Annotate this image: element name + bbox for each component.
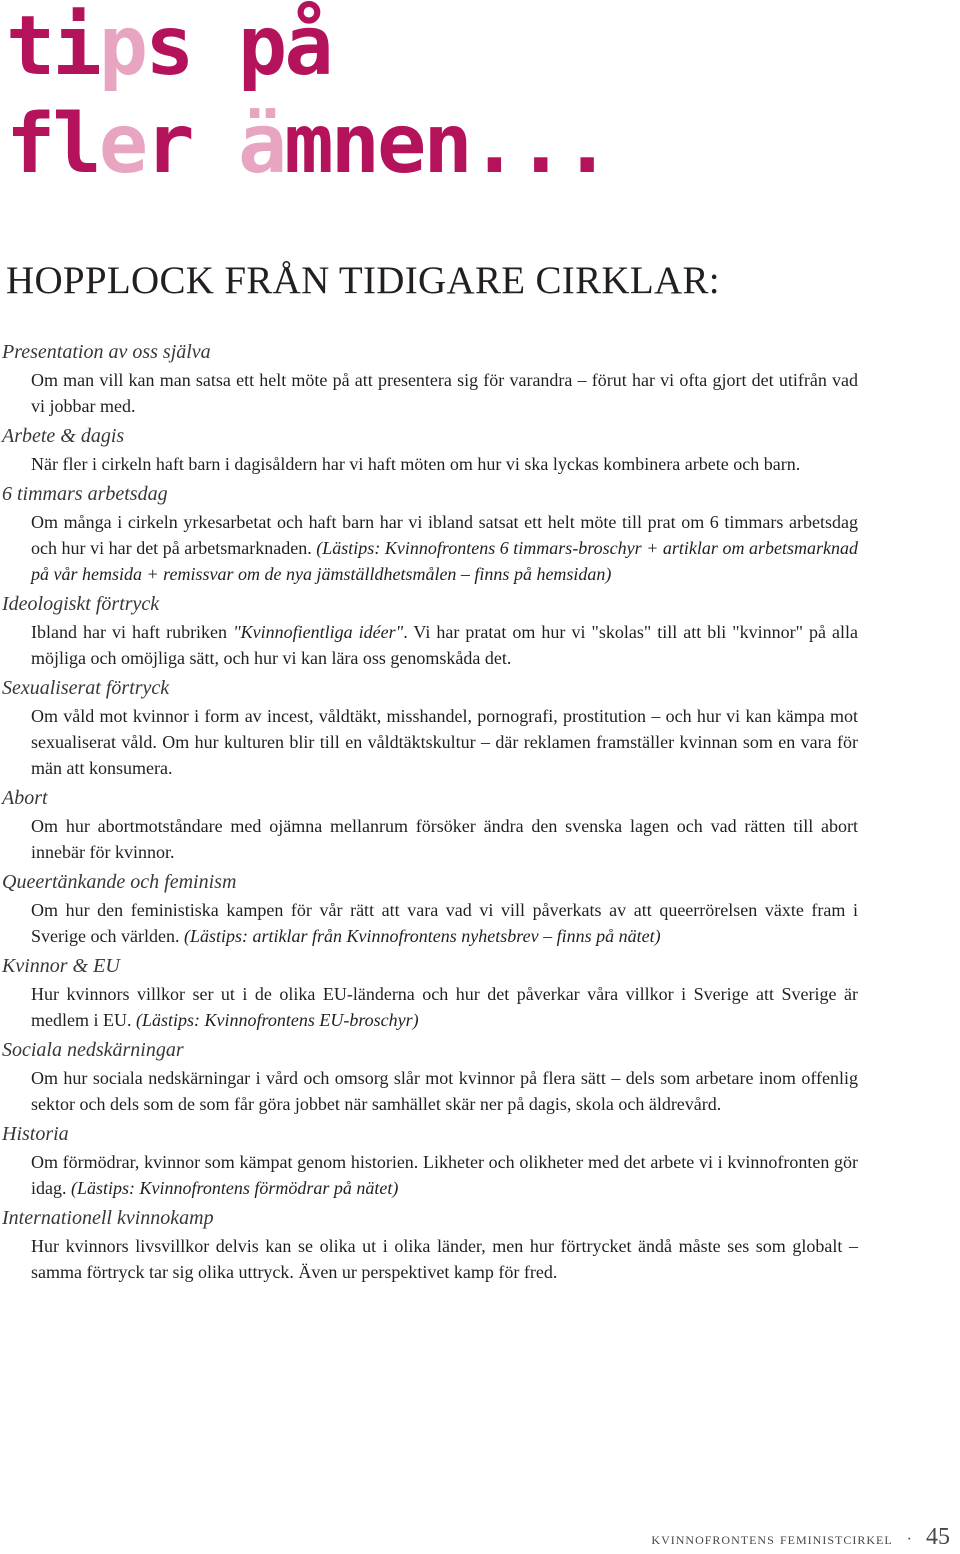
reading-tip: (Lästips: Kvinnofrontens EU-broschyr)	[135, 1010, 419, 1030]
topic-body	[31, 619, 858, 671]
topic-title: Kvinnor & EU	[2, 955, 120, 977]
topic-body-text: Om våld mot kvinnor i form av incest, våldtäkt, misshandel, pornografi, prostitution – och hur vi kan kämpa mot sexualiserat våld. Om hur kulturen blir till en våldtäktskultur – där reklamen framställer kvinnan som en vara för män att konsumera.	[31, 706, 858, 778]
title-segment: p	[98, 0, 146, 94]
topic-body-part: "Kvinnofientliga idéer"	[233, 622, 404, 642]
title-segment: ä	[237, 97, 285, 192]
topic-body-text: När fler i cirkeln haft barn i dagisåldern har vi haft möten om hur vi ska lyckas kombinera arbete och barn.	[31, 454, 801, 474]
topic-body	[31, 1149, 858, 1201]
title-segment: på	[237, 0, 331, 94]
reading-tip: (Lästips: Kvinnofrontens 6 timmars-broschyr + artiklar om arbetsmarknad på vår hemsida + remissvar om de nya jämställdhetsmålen – finns på hemsidan)	[31, 538, 859, 584]
page-number: 45	[926, 1524, 950, 1550]
topic-title: Ideologiskt förtryck	[2, 593, 160, 615]
title-segment: ...	[469, 97, 609, 192]
topic-body	[31, 703, 858, 781]
topic-section	[2, 674, 858, 781]
topic-body	[31, 897, 858, 949]
reading-tip: (Lästips: artiklar från Kvinnofrontens nyhetsbrev – finns på nätet)	[183, 926, 661, 946]
topic-section	[2, 338, 858, 419]
topic-body-text: Om hur den feministiska kampen för vår rätt att vara vad vi vill påverkats av att queerrörelsen växte fram i Sverige och världen.	[31, 900, 858, 946]
topic-section	[2, 590, 858, 671]
topic-body	[31, 1233, 858, 1285]
topic-title: Internationell kvinnokamp	[2, 1207, 214, 1229]
topic-section	[2, 480, 858, 587]
title-segment: m	[284, 97, 331, 192]
topic-title: Arbete & dagis	[2, 425, 125, 447]
topic-body-text: Hur kvinnors villkor ser ut i de olika EU-länderna och hur det påverkar våra villkor i Sverige att Sverige är medlem i EU.	[31, 984, 858, 1030]
topic-body-part: Ibland har vi haft rubriken	[31, 622, 234, 642]
reading-tip: (Lästips: Kvinnofrontens förmödrar på nätet)	[71, 1178, 399, 1198]
title-line-2	[6, 97, 609, 192]
topic-title: Sexualiserat förtryck	[2, 677, 170, 699]
topic-title: Abort	[2, 787, 48, 809]
title-segment: ti	[6, 0, 99, 94]
topic-section	[2, 1036, 858, 1117]
topic-body-text: Om förmödrar, kvinnor som kämpat genom historien. Likheter och olikheter med det arbete vi i kvinnofronten gör idag.	[31, 1152, 858, 1198]
topic-body	[31, 451, 858, 477]
topic-body-text: Hur kvinnors livsvillkor delvis kan se olika ut i olika länder, men hur förtrycket ändå måste ses som globalt – samma förtryck tar sig olika uttryck. Även ur perspektivet kamp för fred.	[31, 1236, 858, 1282]
topic-title: 6 timmars arbetsdag	[2, 483, 168, 505]
topic-body	[31, 367, 858, 419]
topic-section	[2, 952, 858, 1033]
topic-list	[2, 338, 858, 1288]
page-footer	[651, 1524, 950, 1551]
title-segment: en	[377, 97, 470, 192]
title-line-1	[6, 0, 331, 94]
topic-body	[31, 1065, 858, 1117]
topic-section	[2, 422, 858, 477]
topic-body-text: Om många i cirkeln yrkesarbetat och haft barn har vi ibland satsat ett helt möte till prat om 6 timmars arbetsdag och hur vi har det på arbetsmarknaden.	[31, 512, 858, 558]
topic-body-text: Om man vill kan man satsa ett helt möte på att presentera sig för varandra – förut har vi ofta gjort det utifrån vad vi jobbar med.	[31, 370, 858, 416]
footer-separator: ·	[906, 1531, 912, 1548]
topic-title: Sociala nedskärningar	[2, 1039, 184, 1061]
topic-section	[2, 868, 858, 949]
topic-body-text: Om hur sociala nedskärningar i vård och omsorg slår mot kvinnor på flera sätt – dels som arbetare inom offenlig sektor och dels som de som får göra jobbet när samhället skär ner på dagis, skola och äldrevård.	[31, 1068, 858, 1114]
title-segment: n	[330, 97, 377, 192]
title-segment: s	[145, 0, 238, 94]
topic-body-text: Om hur abortmotståndare med ojämna mellanrum försöker ändra den svenska lagen och vad rätten till abort innebär för kvinnor.	[31, 816, 858, 862]
title-segment: e	[98, 97, 146, 192]
footer-publication: kvinnofrontens feministcirkel	[651, 1529, 893, 1548]
topic-section	[2, 784, 858, 865]
topic-title: Queertänkande och feminism	[2, 871, 237, 893]
topic-body	[31, 813, 858, 865]
title-segment: fl	[6, 97, 99, 192]
section-heading: HOPPLOCK FRÅN TIDIGARE CIRKLAR:	[6, 259, 720, 302]
topic-title: Historia	[2, 1123, 69, 1145]
topic-section	[2, 1120, 858, 1201]
title-segment: r	[145, 97, 238, 192]
topic-body-part: . Vi har pratat om hur vi "skolas" till att bli "kvinnor" på alla möjliga och omöjliga sätt, och hur vi kan lära oss genomskåda det.	[31, 622, 859, 668]
topic-section	[2, 1204, 858, 1285]
topic-body	[31, 509, 858, 587]
topic-body	[31, 981, 858, 1033]
topic-title: Presentation av oss själva	[2, 341, 211, 363]
